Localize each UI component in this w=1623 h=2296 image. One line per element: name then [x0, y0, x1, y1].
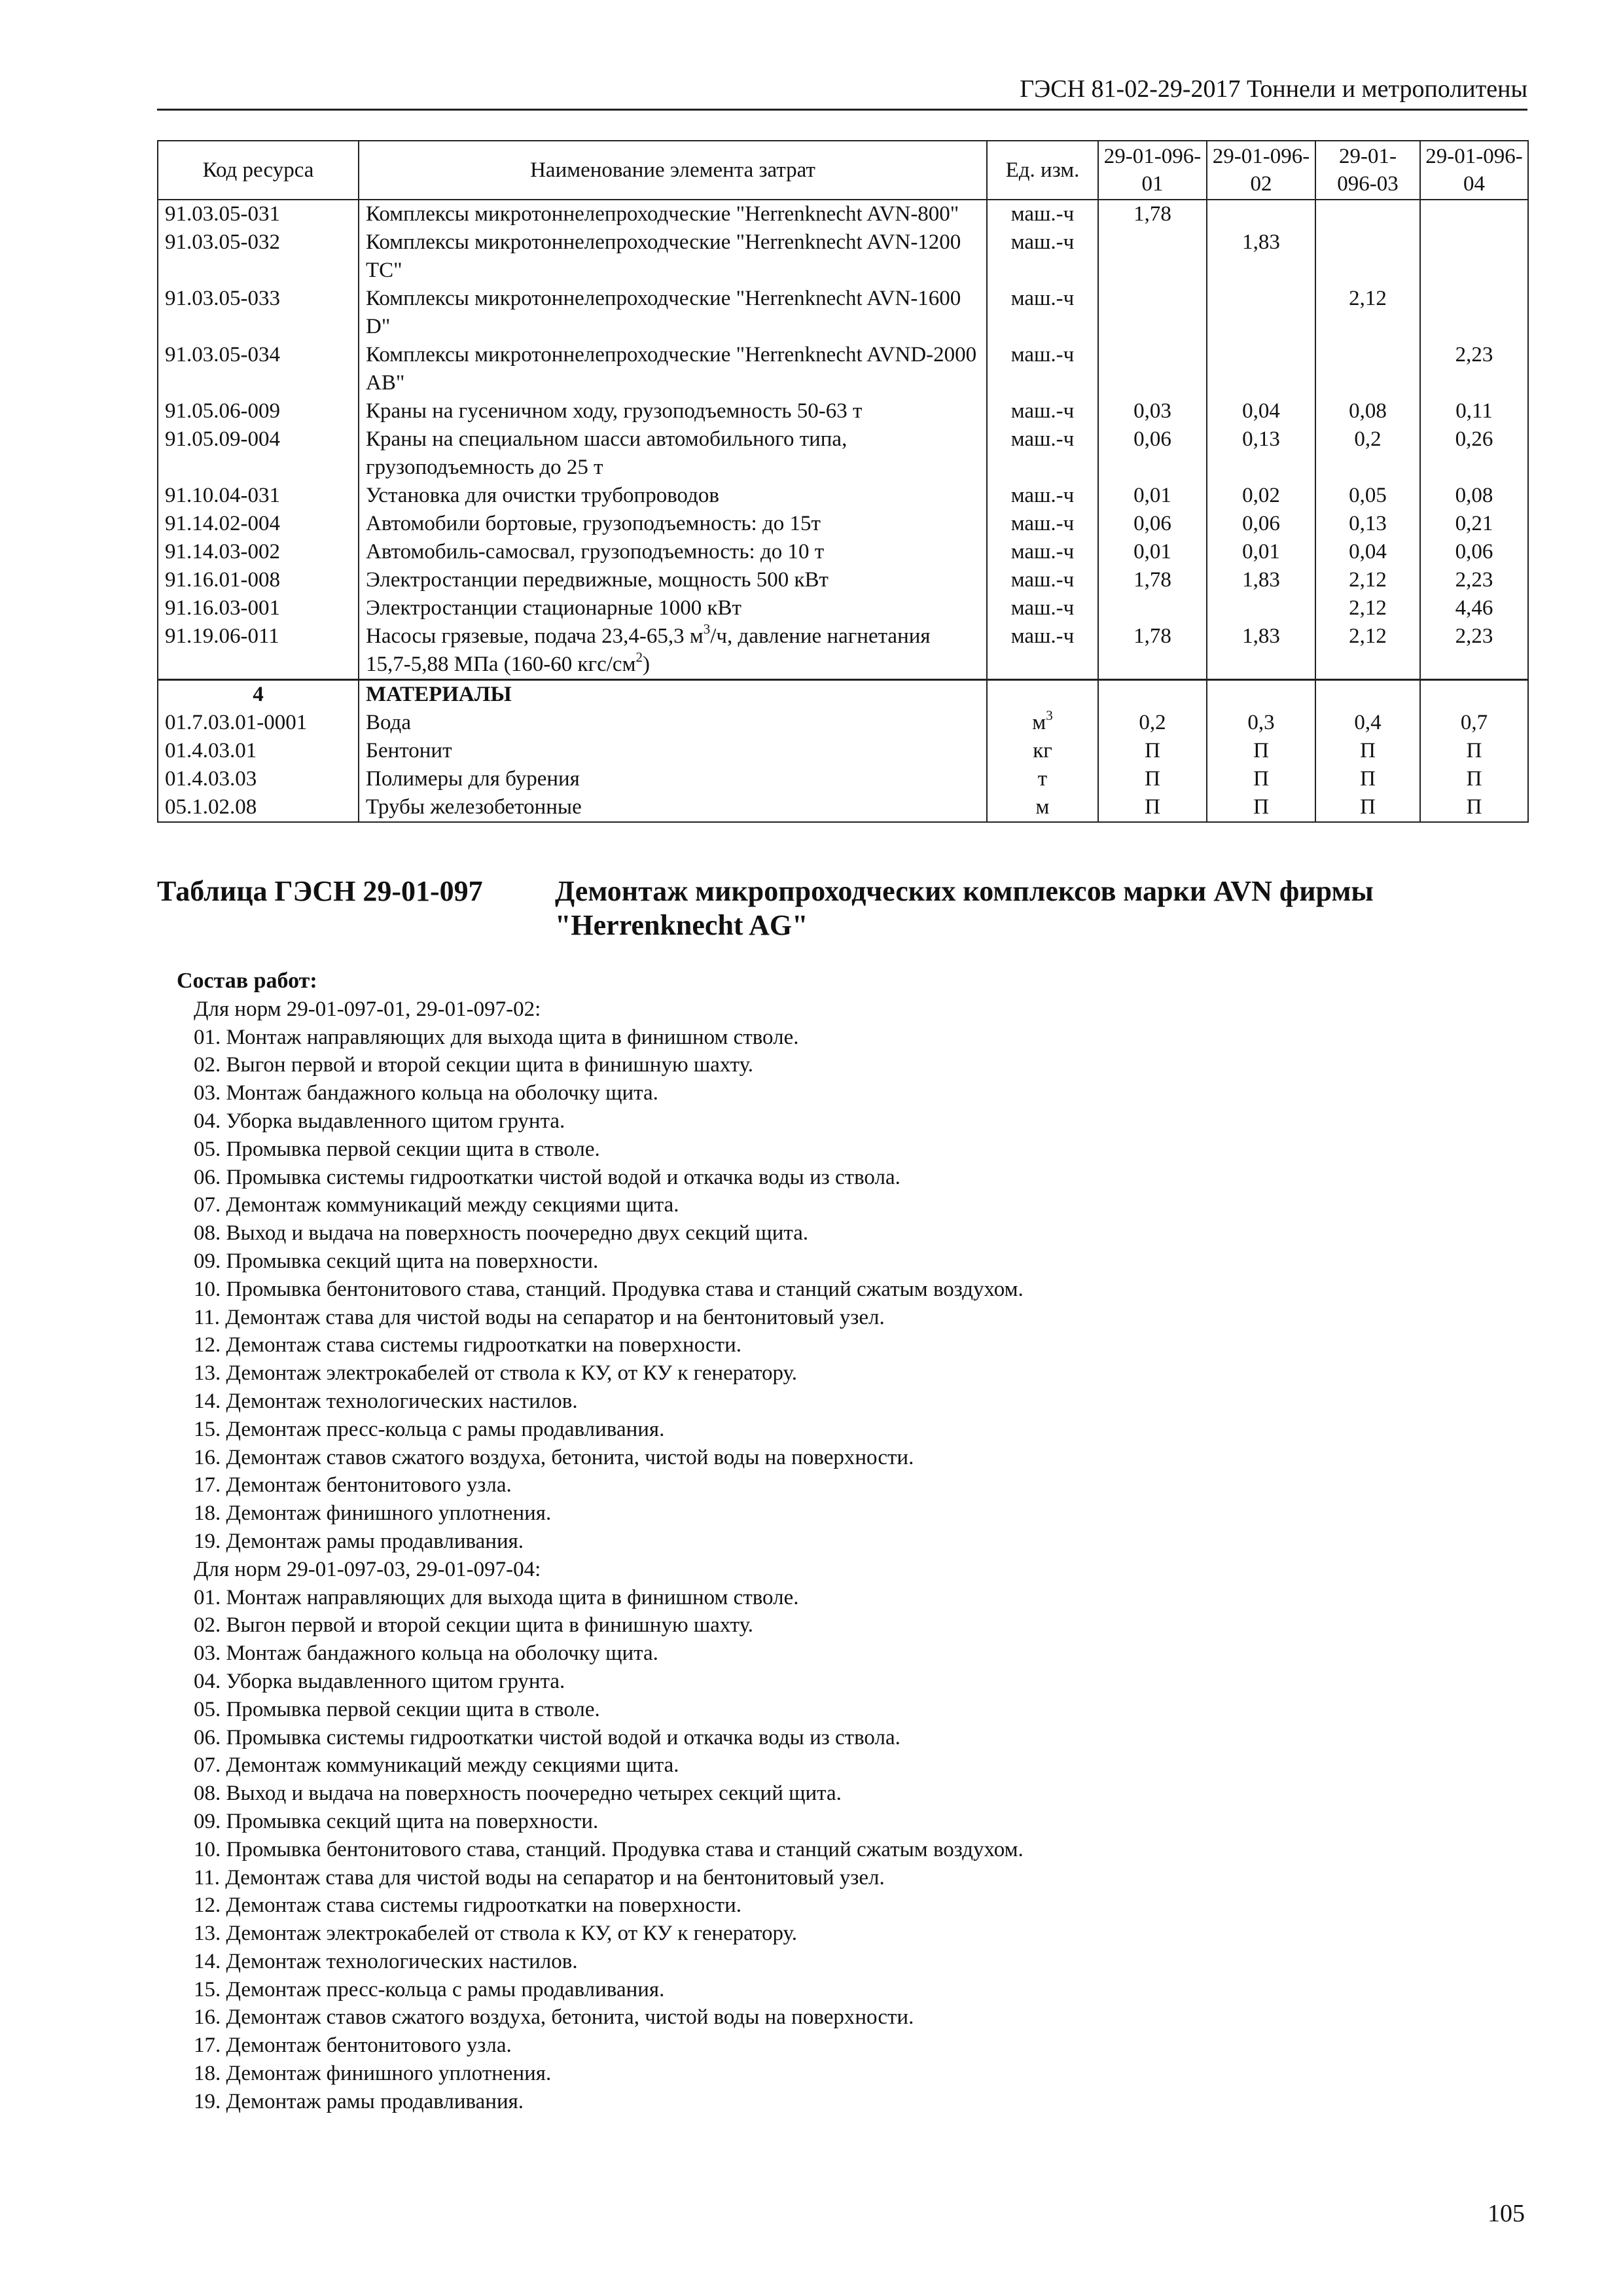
value-norm-4	[1420, 228, 1528, 285]
list-item: 10. Промывка бентонитового става, станций. Продувка става и станций сжатым воздухом.	[194, 1837, 1024, 1861]
list-item: 11. Демонтаж става для чистой воды на сепаратор и на бентонитовый узел.	[194, 1305, 885, 1329]
value-norm-2: П	[1207, 793, 1315, 822]
resource-name: Электростанции стационарные 1000 кВт	[359, 594, 987, 622]
value-norm-1: 0,2	[1098, 709, 1207, 737]
table-heading: Демонтаж микропроходческих комплексов марки AVN фирмы "Herrenknecht AG"	[555, 875, 1374, 941]
value-norm-4: 4,46	[1420, 594, 1528, 622]
table-row	[158, 622, 1528, 680]
page-number: 105	[1488, 2200, 1525, 2227]
section-name: МАТЕРИАЛЫ	[359, 680, 987, 709]
list-item: 19. Демонтаж рамы продавливания.	[194, 1529, 524, 1553]
superscript: 2	[635, 649, 643, 665]
unit-base: м	[1032, 711, 1046, 734]
value-norm-4: 0,08	[1420, 482, 1528, 510]
list-item: 16. Демонтаж ставов сжатого воздуха, бетонита, чистой воды на поверхности.	[194, 1445, 914, 1469]
value-norm-4	[1420, 285, 1528, 341]
table-row	[158, 482, 1528, 510]
value-norm-4: 0,26	[1420, 425, 1528, 482]
resource-name: Комплексы микротоннелепроходческие "Herrenknecht AVND-2000 AB"	[359, 341, 987, 397]
value-norm-3: 0,04	[1315, 538, 1420, 566]
resource-unit: маш.-ч	[987, 510, 1098, 538]
value-norm-4: 0,21	[1420, 510, 1528, 538]
value-norm-2: 1,83	[1207, 566, 1315, 594]
value-norm-3: 2,12	[1315, 622, 1420, 680]
list-item: 08. Выход и выдача на поверхность поочередно двух секций щита.	[194, 1221, 809, 1246]
resource-unit: маш.-ч	[987, 228, 1098, 285]
list-item: 02. Выгон первой и второй секции щита в финишную шахту.	[194, 1053, 754, 1077]
value-norm-3	[1315, 341, 1420, 397]
group-heading: Для норм 29-01-097-01, 29-01-097-02:	[194, 997, 541, 1021]
value-norm-3: 0,2	[1315, 425, 1420, 482]
resource-unit: маш.-ч	[987, 566, 1098, 594]
col-header-name: Наименование элемента затрат	[359, 141, 987, 200]
list-item: 01. Монтаж направляющих для выхода щита в финишном стволе.	[194, 1025, 799, 1049]
value-norm-2: П	[1207, 765, 1315, 793]
group-heading: Для норм 29-01-097-03, 29-01-097-04:	[194, 1557, 541, 1581]
resource-name	[359, 622, 987, 680]
resource-name: Электростанции передвижные, мощность 500 кВт	[359, 566, 987, 594]
table-row	[158, 594, 1528, 622]
running-header	[157, 73, 1527, 111]
resource-code: 01.7.03.01-0001	[158, 709, 359, 737]
work-composition	[177, 967, 1512, 2116]
resource-name: Автомобили бортовые, грузоподъемность: до 15т	[359, 510, 987, 538]
value-norm-4: 2,23	[1420, 341, 1528, 397]
value-norm-3: 0,08	[1315, 397, 1420, 425]
col-header-norm-4: 29-01-096-04	[1420, 141, 1528, 200]
value-norm-4: П	[1420, 737, 1528, 765]
section-row	[158, 680, 1528, 709]
value-norm-4	[1420, 200, 1528, 228]
value-norm-3: П	[1315, 765, 1420, 793]
pump-name-part: Насосы грязевые, подача 23,4-65,3 м	[366, 624, 704, 648]
table-row	[158, 793, 1528, 822]
value-norm-2: 0,01	[1207, 538, 1315, 566]
value-norm-4: 0,11	[1420, 397, 1528, 425]
list-item: 05. Промывка первой секции щита в стволе.	[194, 1697, 600, 1721]
col-header-code: Код ресурса	[158, 141, 359, 200]
list-item: 04. Уборка выдавленного щитом грунта.	[194, 1669, 565, 1693]
resource-unit: маш.-ч	[987, 622, 1098, 680]
list-item: 07. Демонтаж коммуникаций между секциями щита.	[194, 1753, 679, 1778]
value-norm-4: 0,7	[1420, 709, 1528, 737]
resource-unit: т	[987, 765, 1098, 793]
resource-code: 91.05.09-004	[158, 425, 359, 482]
list-item: 15. Демонтаж пресс-кольца с рамы продавливания.	[194, 1417, 665, 1441]
list-item: 17. Демонтаж бентонитового узла.	[194, 1473, 512, 1498]
resource-unit	[987, 709, 1098, 737]
list-item: 09. Промывка секций щита на поверхности.	[194, 1249, 599, 1273]
resource-unit: маш.-ч	[987, 594, 1098, 622]
value-norm-1: 0,06	[1098, 510, 1207, 538]
value-norm-4: П	[1420, 765, 1528, 793]
list-item: 13. Демонтаж электрокабелей от ствола к КУ, от КУ к генератору.	[194, 1361, 797, 1386]
resource-unit: маш.-ч	[987, 200, 1098, 228]
superscript: 3	[1046, 708, 1053, 723]
value-norm-3: 0,13	[1315, 510, 1420, 538]
value-norm-2	[1207, 285, 1315, 341]
list-item: 10. Промывка бентонитового става, станций. Продувка става и станций сжатым воздухом.	[194, 1277, 1024, 1301]
list-item: 12. Демонтаж става системы гидрооткатки на поверхности.	[194, 1333, 741, 1357]
col-header-norm-1: 29-01-096-01	[1098, 141, 1207, 200]
resource-name: Комплексы микротоннелепроходческие "Herrenknecht AVN-800"	[359, 200, 987, 228]
resource-unit: маш.-ч	[987, 538, 1098, 566]
resource-name: Комплексы микротоннелепроходческие "Herrenknecht AVN-1200 TC"	[359, 228, 987, 285]
resource-name: Полимеры для бурения	[359, 765, 987, 793]
value-norm-3	[1315, 228, 1420, 285]
resource-code: 91.05.06-009	[158, 397, 359, 425]
superscript: 3	[703, 621, 711, 637]
value-norm-1: 1,78	[1098, 566, 1207, 594]
value-norm-2: 1,83	[1207, 228, 1315, 285]
list-item: 02. Выгон первой и второй секции щита в финишную шахту.	[194, 1613, 754, 1638]
resource-code: 91.19.06-011	[158, 622, 359, 680]
table-row	[158, 228, 1528, 285]
col-header-norm-2: 29-01-096-02	[1207, 141, 1315, 200]
resource-code: 91.03.05-032	[158, 228, 359, 285]
table-row	[158, 397, 1528, 425]
list-item: 15. Демонтаж пресс-кольца с рамы продавливания.	[194, 1977, 665, 2001]
value-norm-3: П	[1315, 793, 1420, 822]
resource-code: 01.4.03.03	[158, 765, 359, 793]
value-norm-3: П	[1315, 737, 1420, 765]
value-norm-1: 1,78	[1098, 622, 1207, 680]
list-item: 01. Монтаж направляющих для выхода щита в финишном стволе.	[194, 1585, 799, 1609]
value-norm-4: П	[1420, 793, 1528, 822]
list-item: 16. Демонтаж ставов сжатого воздуха, бетонита, чистой воды на поверхности.	[194, 2005, 914, 2030]
value-norm-3: 2,12	[1315, 594, 1420, 622]
resource-code: 05.1.02.08	[158, 793, 359, 822]
resource-code: 91.16.01-008	[158, 566, 359, 594]
resource-name: Краны на специальном шасси автомобильного типа, грузоподъемность до 25 т	[359, 425, 987, 482]
value-norm-3: 0,05	[1315, 482, 1420, 510]
resource-code: 91.03.05-033	[158, 285, 359, 341]
list-item: 07. Демонтаж коммуникаций между секциями щита.	[194, 1193, 679, 1217]
pump-name-part: )	[642, 653, 650, 676]
resource-unit: маш.-ч	[987, 425, 1098, 482]
value-norm-2: 0,13	[1207, 425, 1315, 482]
list-item: 12. Демонтаж става системы гидрооткатки на поверхности.	[194, 1893, 741, 1918]
table-row	[158, 341, 1528, 397]
list-item: 04. Уборка выдавленного щитом грунта.	[194, 1109, 565, 1133]
list-item: 05. Промывка первой секции щита в стволе.	[194, 1137, 600, 1161]
resource-code: 91.03.05-031	[158, 200, 359, 228]
list-item: 17. Демонтаж бентонитового узла.	[194, 2034, 512, 2058]
machines-body	[158, 200, 1528, 680]
list-item: 19. Демонтаж рамы продавливания.	[194, 2089, 524, 2113]
table-header-row	[158, 141, 1528, 200]
section-code: 4	[158, 680, 359, 709]
value-norm-2: П	[1207, 737, 1315, 765]
value-norm-3: 2,12	[1315, 566, 1420, 594]
table-row	[158, 737, 1528, 765]
table-row	[158, 566, 1528, 594]
value-norm-3: 2,12	[1315, 285, 1420, 341]
value-norm-3: 0,4	[1315, 709, 1420, 737]
resource-unit: м	[987, 793, 1098, 822]
value-norm-1: 0,01	[1098, 482, 1207, 510]
resource-name: Автомобиль-самосвал, грузоподъемность: до 10 т	[359, 538, 987, 566]
list-item: 14. Демонтаж технологических настилов.	[194, 1949, 578, 1973]
table-row	[158, 538, 1528, 566]
value-norm-1	[1098, 594, 1207, 622]
list-item: 11. Демонтаж става для чистой воды на сепаратор и на бентонитовый узел.	[194, 1865, 885, 1890]
resource-unit: маш.-ч	[987, 397, 1098, 425]
value-norm-4: 2,23	[1420, 566, 1528, 594]
pump-name-part: /ч, давление нагнетания 15,7-5,88 МПа (160-60 кгс/см	[366, 624, 931, 676]
resource-name: Бентонит	[359, 737, 987, 765]
list-item: 18. Демонтаж финишного уплотнения.	[194, 1501, 552, 1526]
list-item: 14. Демонтаж технологических настилов.	[194, 1389, 578, 1413]
resource-name: Комплексы микротоннелепроходческие "Herrenknecht AVN-1600 D"	[359, 285, 987, 341]
resource-code: 91.16.03-001	[158, 594, 359, 622]
resource-unit: кг	[987, 737, 1098, 765]
value-norm-2: 0,04	[1207, 397, 1315, 425]
value-norm-1: П	[1098, 765, 1207, 793]
resource-unit: маш.-ч	[987, 285, 1098, 341]
value-norm-1: 0,06	[1098, 425, 1207, 482]
resource-unit: маш.-ч	[987, 482, 1098, 510]
resource-name: Установка для очистки трубопроводов	[359, 482, 987, 510]
value-norm-1: 0,01	[1098, 538, 1207, 566]
value-norm-1: 0,03	[1098, 397, 1207, 425]
resource-code: 01.4.03.01	[158, 737, 359, 765]
resource-name: Краны на гусеничном ходу, грузоподъемность 50-63 т	[359, 397, 987, 425]
materials-body	[158, 680, 1528, 823]
resource-name: Вода	[359, 709, 987, 737]
list-item: 13. Демонтаж электрокабелей от ствола к КУ, от КУ к генератору.	[194, 1922, 797, 1946]
value-norm-4: 0,06	[1420, 538, 1528, 566]
value-norm-1: П	[1098, 737, 1207, 765]
value-norm-2	[1207, 594, 1315, 622]
list-item: 18. Демонтаж финишного уплотнения.	[194, 2062, 552, 2086]
value-norm-1	[1098, 341, 1207, 397]
value-norm-2: 0,02	[1207, 482, 1315, 510]
resource-name: Трубы железобетонные	[359, 793, 987, 822]
value-norm-1	[1098, 228, 1207, 285]
value-norm-3	[1315, 200, 1420, 228]
col-header-unit: Ед. изм.	[987, 141, 1098, 200]
resource-unit: маш.-ч	[987, 341, 1098, 397]
table-row	[158, 709, 1528, 737]
value-norm-1: 1,78	[1098, 200, 1207, 228]
value-norm-1: П	[1098, 793, 1207, 822]
value-norm-2: 0,06	[1207, 510, 1315, 538]
table-row	[158, 425, 1528, 482]
resource-code: 91.14.03-002	[158, 538, 359, 566]
table-row	[158, 510, 1528, 538]
table-row	[158, 765, 1528, 793]
list-item: 03. Монтаж бандажного кольца на оболочку щита.	[194, 1081, 658, 1105]
table-row	[158, 200, 1528, 228]
resource-code: 91.03.05-034	[158, 341, 359, 397]
value-norm-2: 1,83	[1207, 622, 1315, 680]
table-row	[158, 285, 1528, 341]
value-norm-2	[1207, 200, 1315, 228]
value-norm-1	[1098, 285, 1207, 341]
value-norm-4: 2,23	[1420, 622, 1528, 680]
col-header-norm-3: 29-01-096-03	[1315, 141, 1420, 200]
value-norm-2: 0,3	[1207, 709, 1315, 737]
list-item: 06. Промывка системы гидрооткатки чистой водой и откачка воды из ствола.	[194, 1165, 901, 1189]
resource-code: 91.14.02-004	[158, 510, 359, 538]
works-title: Состав работ:	[177, 969, 317, 993]
list-item: 09. Промывка секций щита на поверхности.	[194, 1809, 599, 1833]
list-item: 08. Выход и выдача на поверхность поочередно четырех секций щита.	[194, 1782, 842, 1806]
table-label: Таблица ГЭСН 29-01-097	[157, 875, 483, 907]
header-title: ГЭСН 81-02-29-2017 Тоннели и метрополитены	[1020, 75, 1527, 103]
resource-code: 91.10.04-031	[158, 482, 359, 510]
resource-table	[157, 140, 1529, 823]
value-norm-2	[1207, 341, 1315, 397]
list-item: 03. Монтаж бандажного кольца на оболочку щита.	[194, 1641, 658, 1666]
list-item: 06. Промывка системы гидрооткатки чистой водой и откачка воды из ствола.	[194, 1725, 901, 1749]
